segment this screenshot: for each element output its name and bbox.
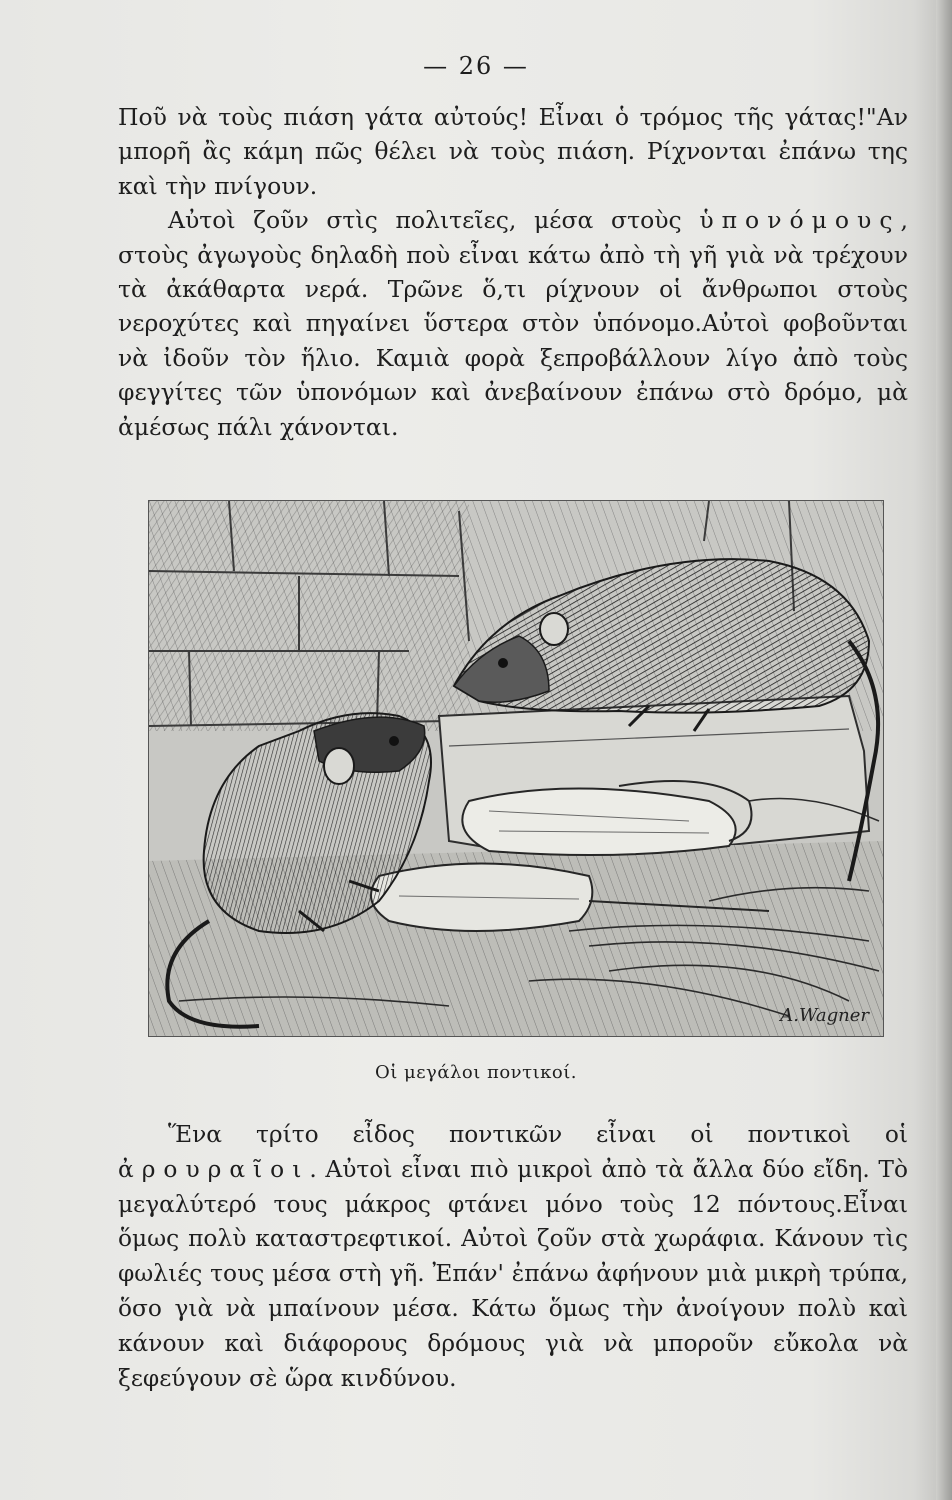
rat-eye <box>389 736 399 746</box>
paragraph-3-rest: . Αὐτοὶ εἶναι πιὸ μικροὶ ἀπὸ τὰ ἄλλα δύο εἴδη. Τὸ μεγαλύτερό τους μάκρος φτάνει μόνο τοὺς 12 πόντους.Εἶναι ὅμως πολὺ καταστρεφτικοί. Αὐτοὶ ζοῦν στὰ χωράφια. Κάνουν τὶς φωλιές τους μέσα στὴ γῆ. Ἐπάν' ἐπάνω ἀφήνουν μιὰ μικρὴ τρύπα, ὅσο γιὰ νὰ μπαίνουν μέσα. Κάτω ὅμως τὴν ἀνοίγουν πολὺ καὶ κάνουν καὶ διάφορους δρόμους γιὰ νὰ μποροῦν εὔκολα νὰ ξεφεύγουν σὲ ὥρα κινδύνου. <box>118 1155 908 1392</box>
bottom-text-block <box>118 1118 908 1396</box>
top-text-block <box>118 100 908 444</box>
rat-ear <box>540 613 568 645</box>
figure-caption: Οἱ μεγάλοι ποντικοί. <box>375 1062 577 1083</box>
paragraph-2-start: Αὐτοὶ ζοῦν στὶς πολιτεῖες, μέσα στοὺς <box>168 206 700 235</box>
paragraph-1: Ποῦ νὰ τοὺς πιάση γάτα αὐτούς! Εἶναι ὁ τρόμος τῆς γάτας!"Αν μπορῆ ἂς κάμη πῶς θέλει νὰ τοὺς πιάση. Ρίχνονται ἐπάνω της καὶ τὴν πνίγουν. <box>118 103 908 200</box>
wall-dark-hatching <box>149 501 469 731</box>
page-number: — 26 — <box>423 52 529 80</box>
rat-ear <box>324 748 354 784</box>
artist-signature: A.Wagner <box>780 1005 869 1026</box>
rats-engraving <box>149 501 883 1036</box>
rat-eye <box>498 658 508 668</box>
emphasized-term-sewers: ὑπονόμους <box>699 206 901 235</box>
paragraph-3 <box>118 1118 908 1396</box>
paragraph-2 <box>118 203 908 444</box>
emphasized-term-field-mice: ἀρουραῖοι <box>118 1155 310 1183</box>
rats-illustration <box>148 500 884 1037</box>
paragraph-2-rest: , στοὺς ἀγωγοὺς δηλαδὴ ποὺ εἶναι κάτω ἀπὸ τὴ γῆ γιὰ νὰ τρέχουν τὰ ἀκάθαρτα νερά. Τρῶνε ὅ,τι ρίχνουν οἱ ἄνθρωποι στοὺς νεροχύτες καὶ πηγαίνει ὕστερα στὸν ὑπόνομο.Αὐτοὶ φοβοῦνται νὰ ἰδοῦν τὸν ἥλιο. Καμιὰ φορὰ ξεπροβάλλουν λίγο ἀπὸ τοὺς φεγγίτες τῶν ὑπονόμων καὶ ἀνεβαίνουν ἐπάνω στὸ δρόμο, μὰ ἀμέσως πάλι χάνονται. <box>118 206 908 441</box>
paragraph-3-start: Ἕνα τρίτο εἶδος ποντικῶν εἶναι οἱ ποντικοὶ οἱ <box>168 1121 908 1148</box>
page-binding-shadow <box>936 0 952 1500</box>
